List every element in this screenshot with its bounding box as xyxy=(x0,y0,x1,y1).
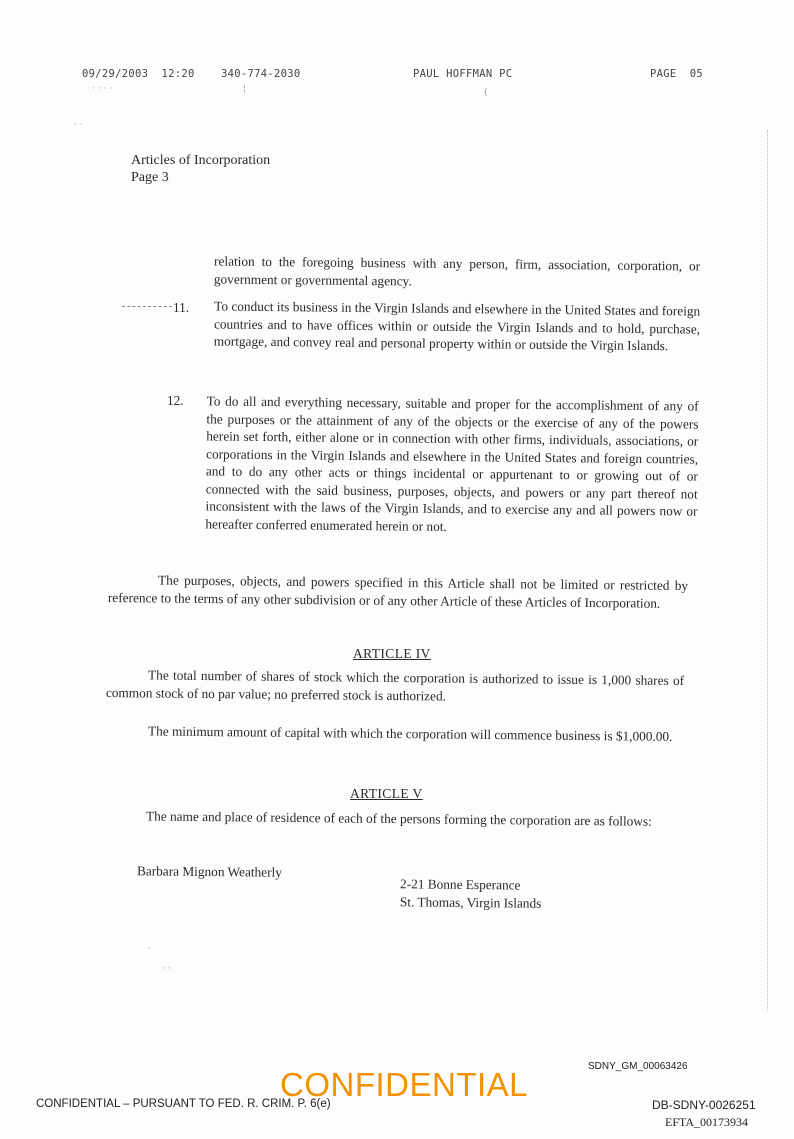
item-12-number: 12. xyxy=(167,393,184,408)
article-iv-heading: ARTICLE IV xyxy=(353,646,431,661)
fax-sender: PAUL HOFFMAN PC xyxy=(413,68,513,80)
confidential-stamp: CONFIDENTIAL xyxy=(280,1066,529,1103)
article-iv-capital: The minimum amount of capital with which the corporation will commence business is $1,000.00. xyxy=(147,723,673,744)
address-line-2: St. Thomas, Virgin Islands xyxy=(399,894,542,911)
doc-page: Page 3 xyxy=(131,170,169,185)
purposes-paragraph: The purposes, objects, and powers specified in this Article shall not be limited or restricted by reference to the terms of any other subdivision or of any other Article of these Articles of Incorporation. xyxy=(107,572,689,611)
scan-edge-line xyxy=(767,130,768,1010)
item-11-text: To conduct its business in the Virgin Islands and elsewhere in the United States and foreign countries and to have offices within or outside the Virgin Islands and to hold, purchase, mortgage, and convey real and personal property within or outside the Virgin Islands. xyxy=(213,298,701,354)
address-line-1: 2-21 Bonne Esperance xyxy=(400,876,521,893)
incorporator-name: Barbara Mignon Weatherly xyxy=(136,863,282,880)
item-11-number: 11. xyxy=(173,300,190,315)
article-v-intro: The name and place of residence of each of the persons forming the corporation are as follows: xyxy=(145,808,652,829)
incorporator-address xyxy=(400,875,542,912)
doc-title: Articles of Incorporation xyxy=(131,153,271,168)
fax-datetime-phone: 09/29/2003 12:20 340-774-2030 xyxy=(82,68,301,80)
scan-specks: · · · · xyxy=(92,84,113,94)
scan-specks: ¦ xyxy=(243,84,247,94)
article-v-heading: ARTICLE V xyxy=(350,786,423,801)
scan-specks: · · xyxy=(162,964,171,974)
doc-header xyxy=(131,152,270,186)
article-iv-shares: The total number of shares of stock which the corporation is authorized to issue is 1,000 shares of common stock of no par value; no preferred stock is authorized. xyxy=(105,667,685,704)
continuation-paragraph: relation to the foregoing business with any person, firm, association, corporation, or government or governmental agency. xyxy=(213,253,701,289)
confidential-notice: CONFIDENTIAL – PURSUANT TO FED. R. CRIM. P. 6(e) xyxy=(36,1098,331,1110)
item-12-text: To do all and everything necessary, suitable and proper for the accomplishment of any of the purposes or the attainment of any of the objects or the exercise of any of the powers herein set forth, either alone or in connection with other firms, individuals, associations, or corporations in the Virgin Islands and elsewhere in the United States and foreign countries, and to do any other acts or things incidental or appurtenant to or growing out of or connected with the said business, purposes, objects, and powers or any part thereof not inconsistent with the laws of the Virgin Islands, and to exercise any and all powers now or hereafter conferred enumerated herein or not. xyxy=(205,393,699,534)
scan-specks: · xyxy=(148,944,151,954)
fax-page-number: PAGE 05 xyxy=(650,68,703,80)
margin-mark xyxy=(122,306,172,307)
scan-specks: · · xyxy=(74,120,83,130)
bates-sdny-gm: SDNY_GM_00063426 xyxy=(588,1061,688,1072)
scan-specks: ( xyxy=(484,88,488,98)
bates-db-sdny: DB-SDNY-0026251 xyxy=(652,1098,756,1112)
efta-number: EFTA_00173934 xyxy=(665,1115,749,1129)
